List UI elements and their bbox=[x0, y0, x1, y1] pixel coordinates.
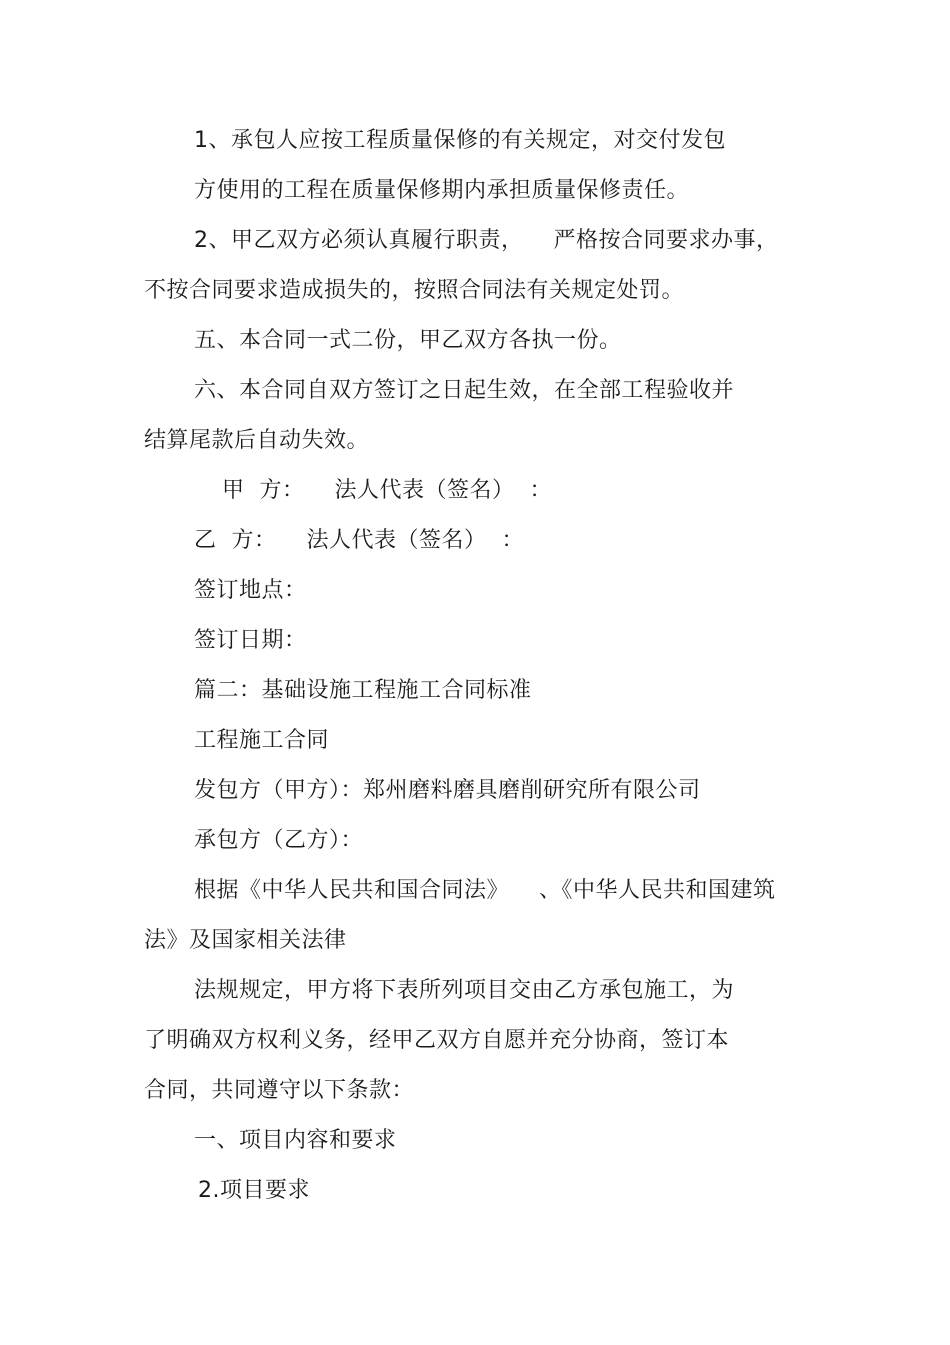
preamble-line-1: 法规规定，甲方将下表所列项目交由乙方承包施工，为 bbox=[194, 978, 735, 1003]
contract-title: 工程施工合同 bbox=[194, 728, 330, 753]
chapter-2-title: 篇二：基础设施工程施工合同标准 bbox=[194, 678, 532, 703]
preamble-line-2: 了明确双方权利义务，经甲乙双方自愿并充分协商，签订本 bbox=[144, 1028, 730, 1053]
legal-basis-line-1: 根据《中华人民共和国合同法》 、《中华人民共和国建筑 bbox=[194, 878, 776, 903]
section-6-line-2: 结算尾款后自动失效。 bbox=[144, 428, 370, 453]
legal-basis-line-2: 法》及国家相关法律 bbox=[144, 928, 347, 953]
clause-2-line-2: 不按合同要求造成损失的，按照合同法有关规定处罚。 bbox=[144, 278, 685, 303]
employer-party: 发包方（甲方）：郑州磨料磨具磨削研究所有限公司 bbox=[194, 778, 701, 803]
preamble-line-3: 合同，共同遵守以下条款： bbox=[144, 1078, 415, 1103]
clause-1-line-1: 1、承包人应按工程质量保修的有关规定，对交付发包 bbox=[194, 128, 726, 153]
contractor-party: 承包方（乙方）： bbox=[194, 828, 364, 853]
signing-date: 签订日期： bbox=[194, 628, 307, 653]
section-6-line-1: 六、本合同自双方签订之日起生效，在全部工程验收并 bbox=[194, 378, 735, 403]
subsection-2-heading: 2.项目要求 bbox=[198, 1178, 310, 1203]
clause-1-line-2: 方使用的工程在质量保修期内承担质量保修责任。 bbox=[194, 178, 690, 203]
clause-2-line-1: 2、甲乙双方必须认真履行职责， 严格按合同要求办事， bbox=[194, 228, 779, 253]
section-5: 五、本合同一式二份，甲乙双方各执一份。 bbox=[194, 328, 622, 353]
signing-place: 签订地点： bbox=[194, 578, 307, 603]
party-b-signature: 乙 方： 法人代表（签名） ： bbox=[194, 528, 524, 553]
section-1-heading: 一、项目内容和要求 bbox=[194, 1128, 397, 1153]
party-a-signature: 甲 方： 法人代表（签名） ： bbox=[222, 478, 552, 503]
